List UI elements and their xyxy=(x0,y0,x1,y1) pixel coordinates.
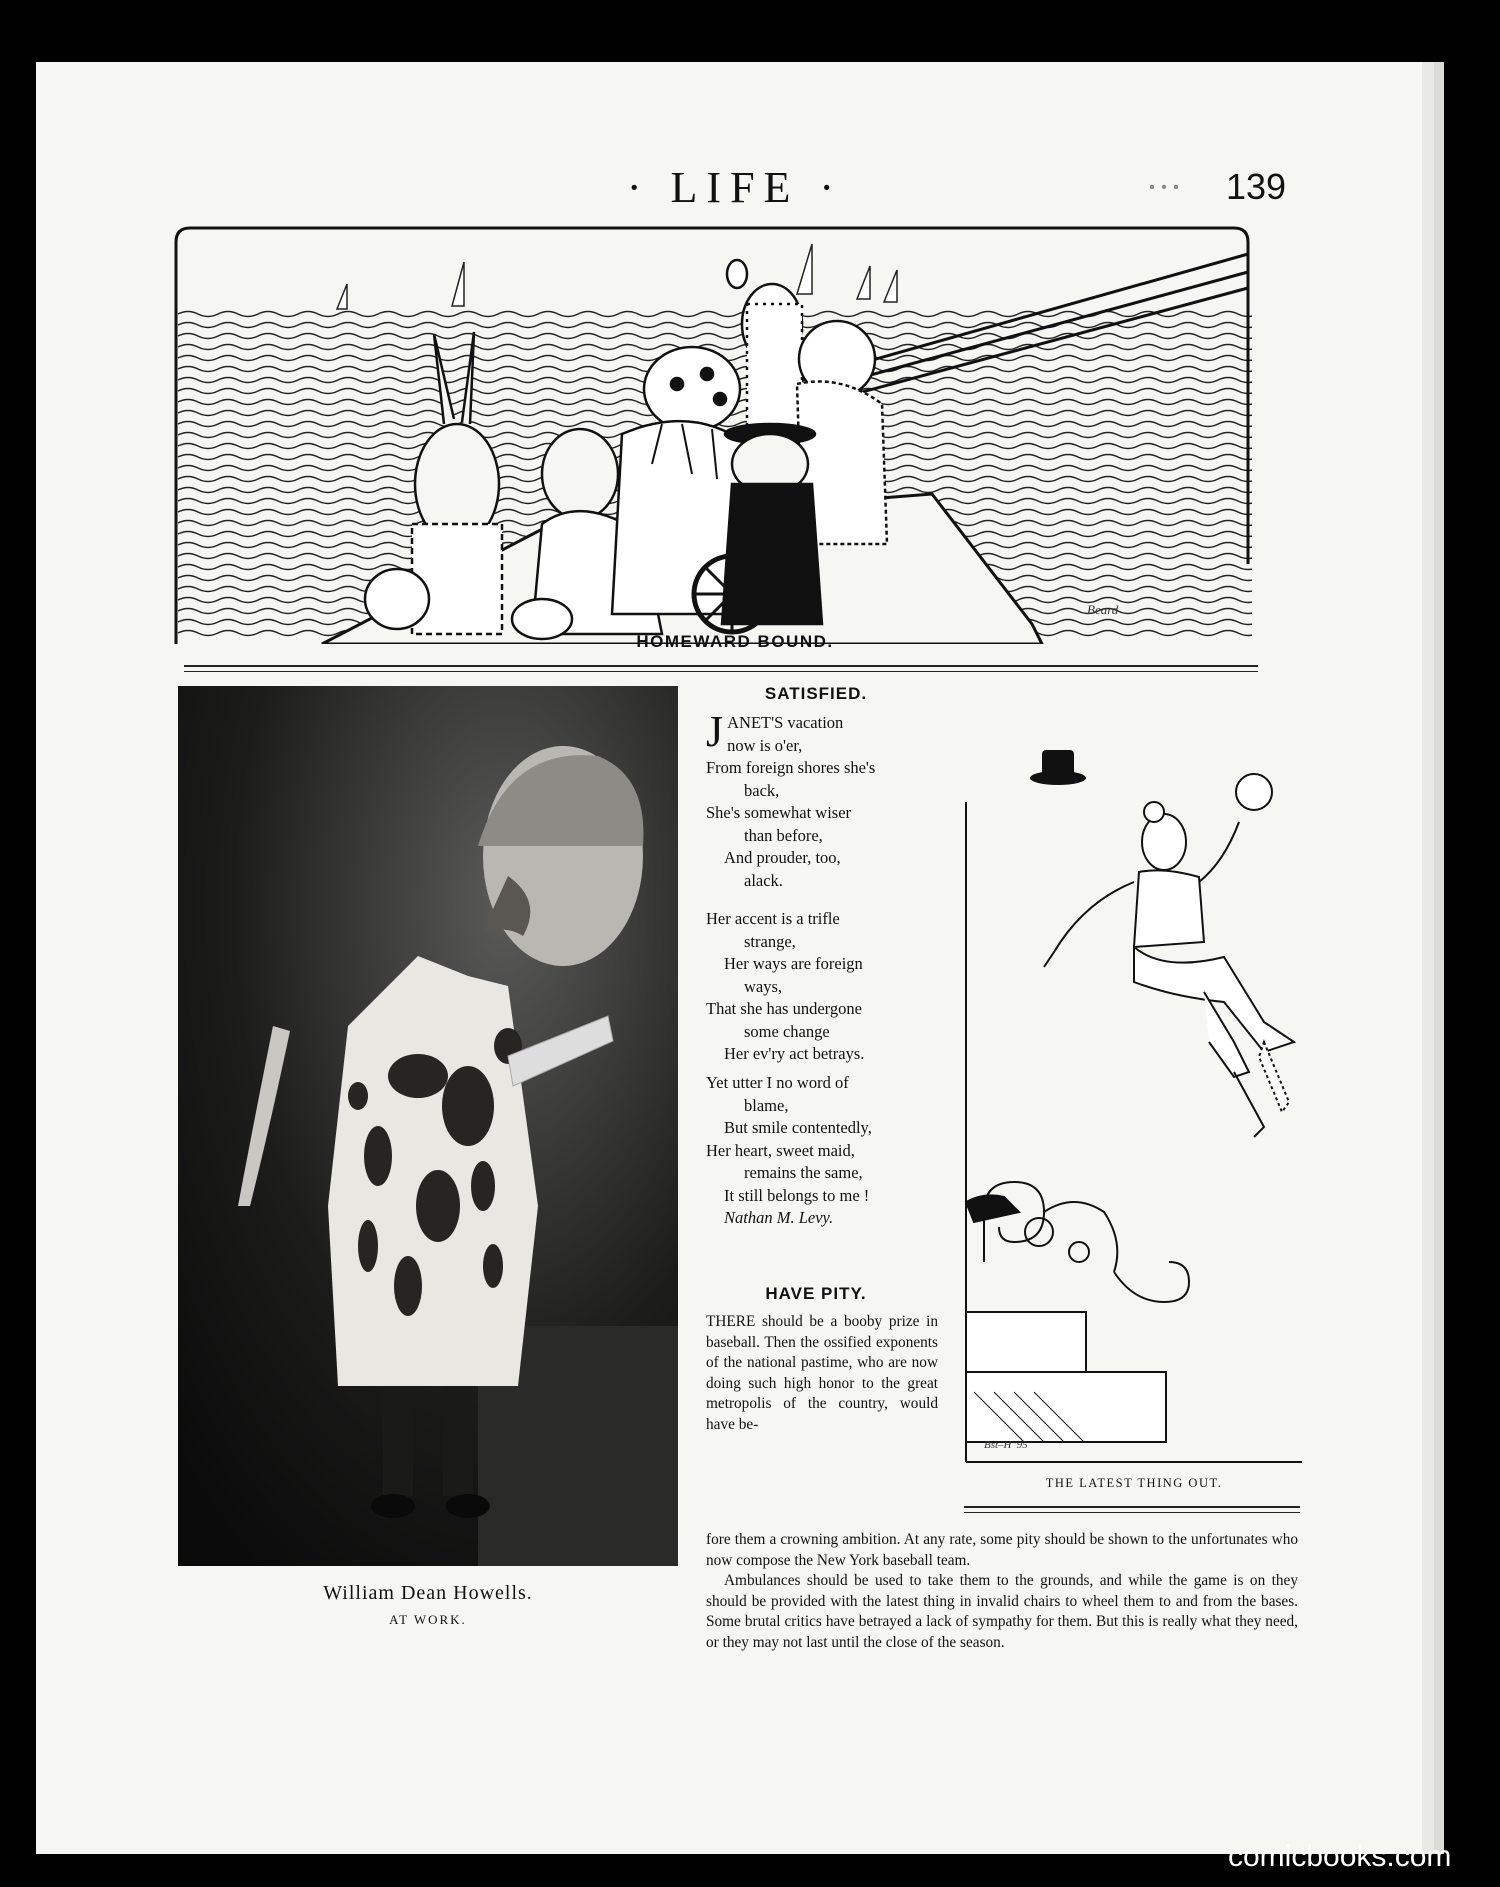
homeward-bound-cartoon xyxy=(172,224,1252,644)
howells-subcaption: AT WORK. xyxy=(389,1612,467,1627)
article-paragraph-1: THERE should be a booby prize in baseball. Then the ossified exponents of the national pastime, who are now doing such high honor to the great metropolis of the country, would have be- xyxy=(706,1313,938,1433)
poem-line: Her ev'ry act betrays. xyxy=(724,1044,865,1063)
latest-thing-out-cartoon xyxy=(964,742,1304,1487)
howells-photo xyxy=(178,686,678,1566)
poem-line: back, xyxy=(744,780,780,800)
poem-line: strange, xyxy=(744,931,796,951)
poem-line: blame, xyxy=(744,1095,789,1115)
article-paragraph-2: Ambulances should be used to take them to the grounds, and while the game is on they should be provided with the latest thing in invalid chairs to wheel them to and from the bases. Some brutal critics have betrayed a lack of sympathy for them. But this is really what they need, or they may not last until the close of the season. xyxy=(706,1572,1298,1651)
park-bench xyxy=(966,1182,1189,1442)
section-rule-thin xyxy=(184,671,1258,672)
poem-line: some change xyxy=(744,1021,830,1041)
drop-cap: J xyxy=(706,707,724,756)
magazine-page xyxy=(36,62,1444,1854)
poem-title: SATISFIED. xyxy=(764,684,868,703)
section-rule xyxy=(184,665,1258,667)
caption-rule xyxy=(964,1506,1300,1508)
homeward-bound-caption: HOMEWARD BOUND. xyxy=(636,632,834,651)
poem-line: Yet utter I no word of xyxy=(706,1073,849,1092)
article-paragraph-continued xyxy=(706,1530,1298,1653)
article-title: HAVE PITY. xyxy=(765,1284,867,1303)
howells-caption: William Dean Howells. xyxy=(323,1582,533,1604)
distant-sailboats xyxy=(337,244,897,309)
falling-woman xyxy=(1044,774,1294,1137)
poem-line: Her heart, sweet maid, xyxy=(706,1140,855,1160)
artist-signature: Beard xyxy=(1087,602,1119,617)
latest-thing-out-caption: THE LATEST THING OUT. xyxy=(1045,1476,1223,1490)
poem-line: From foreign shores she's xyxy=(706,758,876,777)
page-number-smudge: ··· xyxy=(1146,167,1182,207)
top-hat-icon xyxy=(1030,750,1086,785)
poem-author: Nathan M. Levy. xyxy=(724,1208,834,1227)
poem-line: And prouder, too, xyxy=(724,848,841,867)
poem-line: now is o'er, xyxy=(727,735,803,755)
poem-line: Her accent is a trifle xyxy=(706,909,840,928)
poem-line: She's somewhat wiser xyxy=(706,803,852,822)
poem-line: alack. xyxy=(744,870,783,890)
poem-line: remains the same, xyxy=(744,1163,863,1182)
poem-stanza-2 xyxy=(706,908,938,1066)
poem-line: Her ways are foreign xyxy=(724,954,863,973)
article-paragraph-1-end: fore them a crowning ambition. At any rate, some pity should be shown to the unfortunates who now compose the New York baseball team. xyxy=(706,1531,1298,1569)
poem-line: It still belongs to me ! xyxy=(724,1185,870,1205)
caption-rule-thin xyxy=(964,1512,1300,1513)
page-number: 139 xyxy=(1226,166,1287,207)
poem-stanza-1 xyxy=(706,707,938,892)
artist-signature: Bst–H '95 xyxy=(984,1439,1028,1451)
poem-line: than before, xyxy=(744,825,823,845)
watermark: comicbooks.com xyxy=(1228,1840,1452,1873)
poem-line: That she has undergone xyxy=(706,999,862,1018)
poem-stanza-3 xyxy=(706,1072,938,1230)
poem-line: ANET'S vacation xyxy=(727,713,844,732)
masthead-title: · LIFE · xyxy=(626,163,844,212)
poem-line: But smile contentedly, xyxy=(724,1118,872,1137)
poem-line: ways, xyxy=(744,976,783,996)
